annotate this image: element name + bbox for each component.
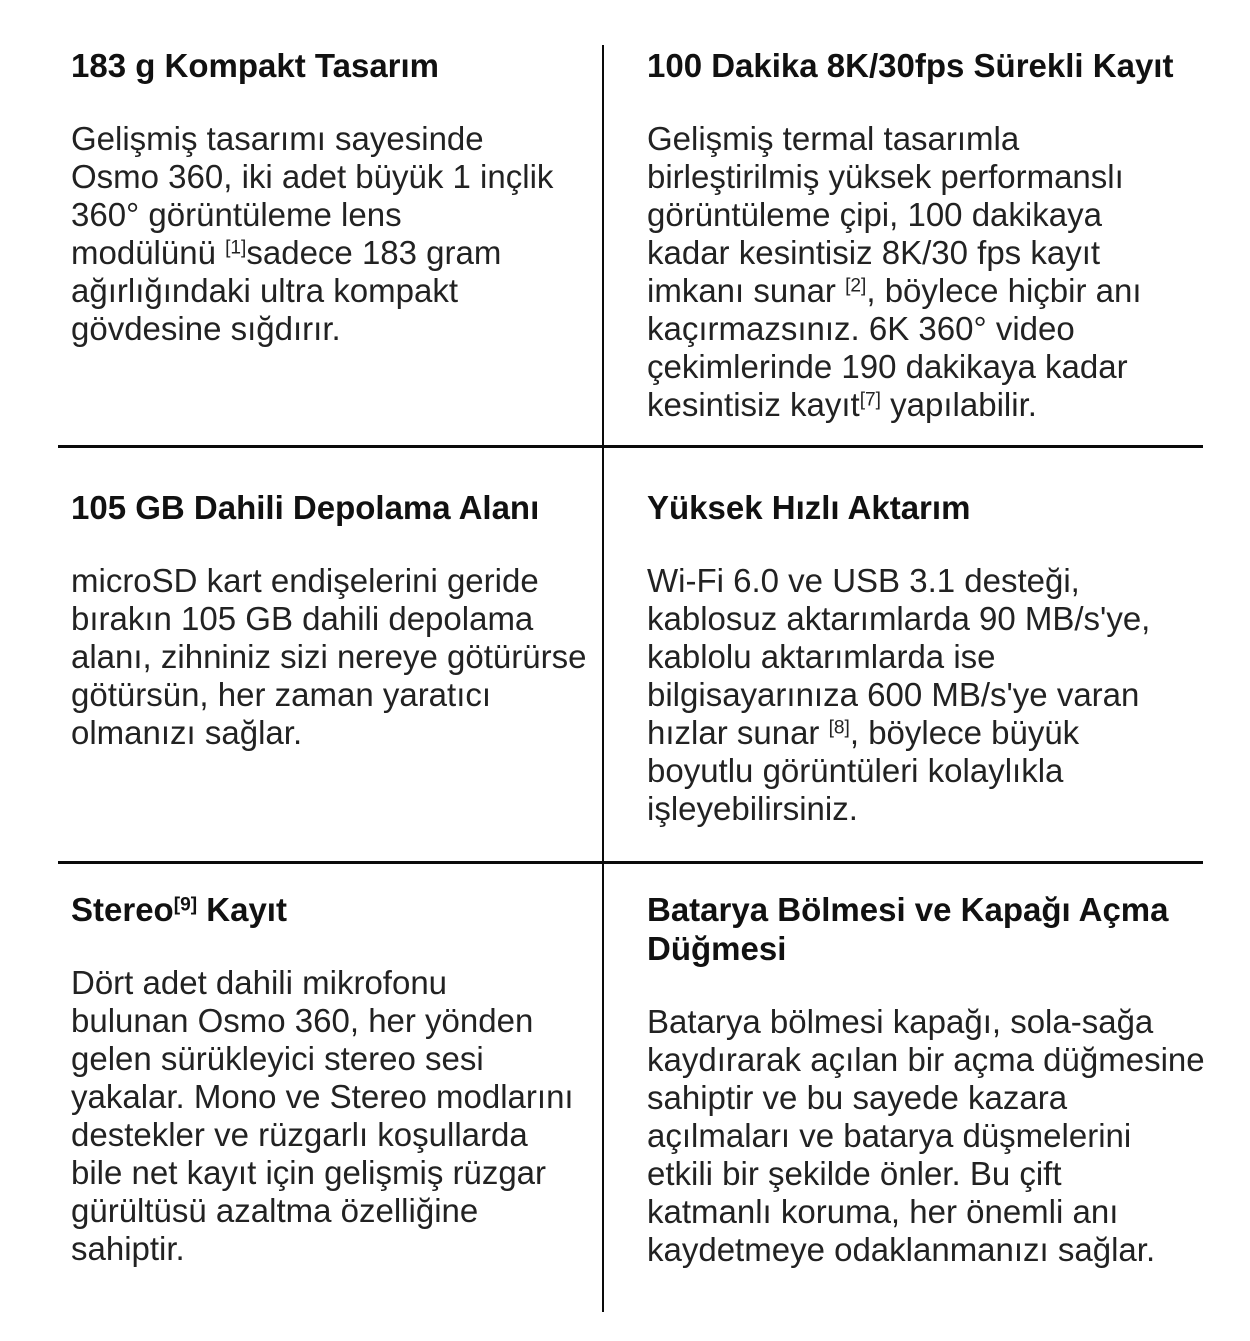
feature-title-compact-design: 183 g Kompakt Tasarım: [71, 47, 440, 84]
feature-card-continuous-recording: [647, 46, 1232, 424]
feature-body-stereo-recording: Dört adet dahili mikrofonu bulunan Osmo 360, her yönden gelen sürükleyici stereo sesi yakalar. Mono ve Stereo modlarını destekler ve rüzgarlı koşullarda bile net kayıt için gelişmiş rüzgar gürültüsü azaltma özelliğine sahiptir.: [71, 964, 574, 1267]
feature-card-battery-release: [647, 890, 1232, 1269]
feature-title-battery-release: Batarya Bölmesi ve Kapağı Açma Düğmesi: [647, 891, 1169, 967]
feature-card-high-speed-transfer: [647, 488, 1232, 828]
feature-title-continuous-recording: 100 Dakika 8K/30fps Sürekli Kayıt: [647, 47, 1174, 84]
feature-title-internal-storage: 105 GB Dahili Depolama Alanı: [71, 489, 540, 526]
feature-title-high-speed-transfer: Yüksek Hızlı Aktarım: [647, 489, 971, 526]
feature-body-compact-design: Gelişmiş tasarımı sayesinde Osmo 360, iki adet büyük 1 inçlik 360° görüntüleme lens modülünü [1]sadece 183 gram ağırlığındaki ultra kompakt gövdesine sığdırır.: [71, 120, 554, 347]
feature-body-internal-storage: microSD kart endişelerini geride bırakın 105 GB dahili depolama alanı, zihniniz sizi nereye götürürse götürsün, her zaman yaratıcı olmanızı sağlar.: [71, 562, 587, 751]
feature-card-internal-storage: [71, 488, 616, 752]
feature-card-compact-design: [71, 46, 616, 348]
row-divider-line-1: [58, 445, 1203, 448]
feature-body-high-speed-transfer: Wi-Fi 6.0 ve USB 3.1 desteği, kablosuz aktarımlarda 90 MB/s'ye, kablolu aktarımlarda ise bilgisayarınıza 600 MB/s'ye varan hızlar sunar [8], böylece büyük boyutlu görüntüleri kolaylıkla işleyebilirsiniz.: [647, 562, 1151, 827]
feature-body-continuous-recording: Gelişmiş termal tasarımla birleştirilmiş yüksek performanslı görüntüleme çipi, 100 dakikaya kadar kesintisiz 8K/30 fps kayıt imkanı sunar [2], böylece hiçbir anı kaçırmazsınız. 6K 360° video çekimlerinde 190 dakikaya kadar kesintisiz kayıt[7] yapılabilir.: [647, 120, 1142, 423]
feature-body-battery-release: Batarya bölmesi kapağı, sola-sağa kaydırarak açılan bir açma düğmesine sahiptir ve bu sayede kazara açılmaları ve batarya düşmelerini etkili bir şekilde önler. Bu çift katmanlı koruma, her önemli anı kaydetmeye odaklanmanızı sağlar.: [647, 1003, 1205, 1268]
feature-title-stereo-recording: Stereo[9] Kayıt: [71, 891, 287, 928]
row-divider-line-2: [58, 861, 1203, 864]
feature-card-stereo-recording: [71, 890, 616, 1268]
